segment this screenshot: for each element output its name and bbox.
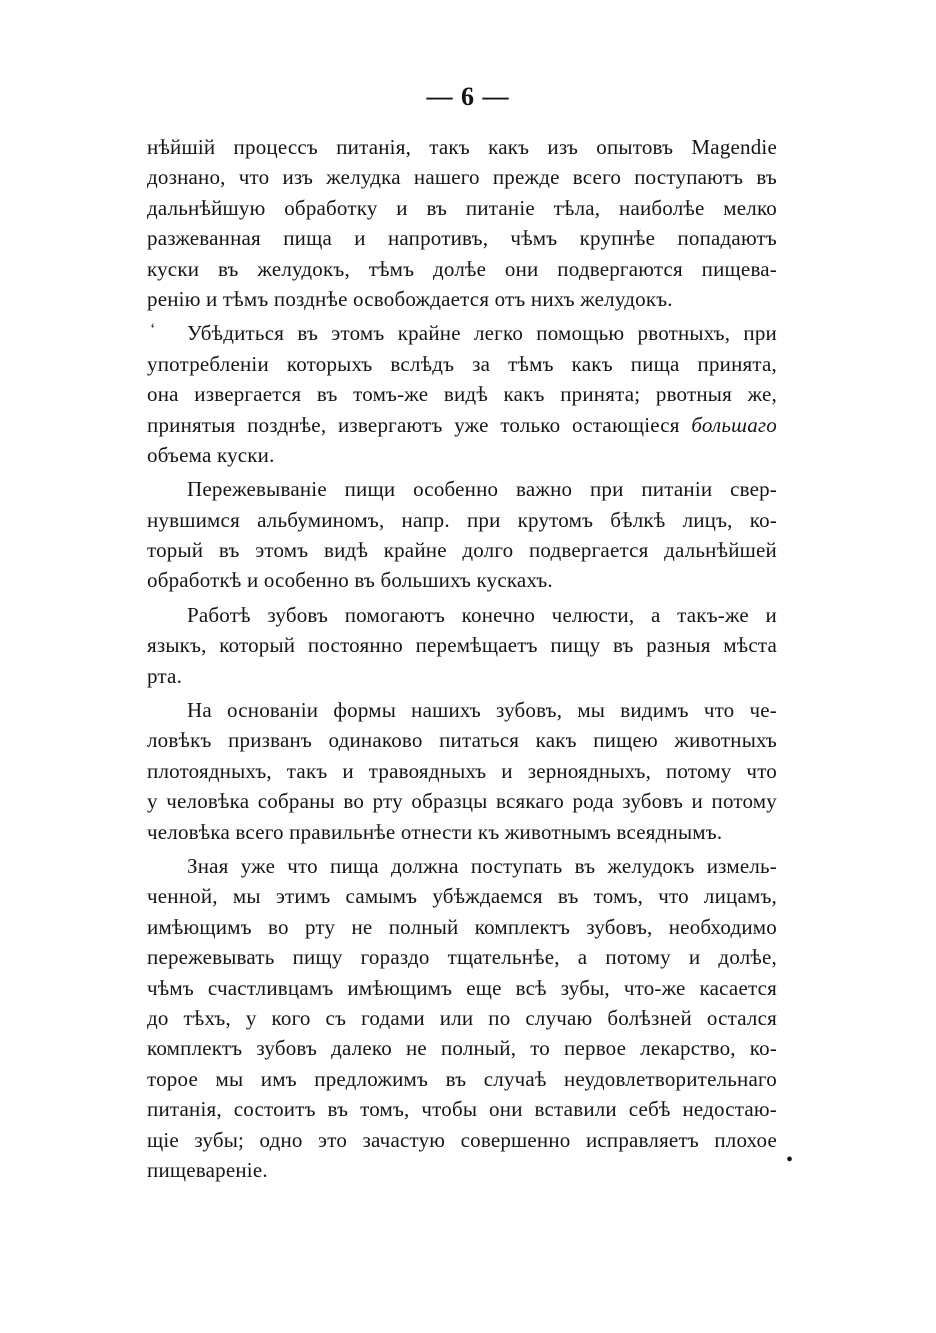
text-line: человѣка всего правильнѣе отнести къ животнымъ всеяднымъ. [147, 819, 723, 844]
text-line: рта. [147, 663, 183, 688]
page-number: — 6 — [426, 82, 510, 111]
text-line: пищевареніе. [147, 1157, 268, 1182]
text-line: у человѣка собраны во рту образцы всякаго рода зубовъ и потому [147, 789, 777, 814]
text-line: дальнѣйшую обработку и въ питаніе тѣла, наиболѣе мелко [147, 195, 777, 220]
text-line: куски въ желудокъ, тѣмъ долѣе они подвергаются пищева- [147, 256, 777, 281]
text-line: питанія, состоитъ въ томъ, чтобы они вставили себѣ недостаю- [147, 1097, 777, 1122]
paragraph-4 [147, 600, 777, 691]
paragraph-6 [147, 851, 777, 1185]
stray-mark-right: • [786, 1149, 794, 1171]
text-line [147, 410, 777, 440]
paragraph-2 [147, 318, 777, 470]
text-line: Пережевываніе пищи особенно важно при питаніи свер- [187, 477, 777, 502]
paragraph-1 [147, 132, 777, 314]
text-line: имѣющимъ во рту не полный комплектъ зубовъ, необходимо [147, 914, 777, 939]
text-line: объема куски. [147, 442, 275, 467]
italic-word: большаго [691, 412, 778, 437]
text-line: комплектъ зубовъ далеко не полный, то первое лекарство, ко- [147, 1036, 777, 1061]
text-line: она извергается въ томъ-же видѣ какъ принята; рвотныя же, [147, 382, 777, 407]
paragraph-3 [147, 474, 777, 596]
text-line: ренію и тѣмъ позднѣе освобождается отъ нихъ желудокъ. [147, 286, 673, 311]
text-line: пережевывать пищу гораздо тщательнѣе, а потому и долѣе, [147, 945, 777, 970]
text-line: дознано, что изъ желудка нашего прежде всего поступаютъ въ [147, 165, 777, 190]
text-line: торое мы имъ предложимъ въ случаѣ неудовлетворительнаго [147, 1066, 777, 1091]
text-line: Зная уже что пища должна поступать въ желудокъ измель- [187, 853, 777, 878]
text-line: употребленіи которыхъ вслѣдъ за тѣмъ какъ пища принята, [147, 351, 777, 376]
paragraph-5 [147, 695, 777, 847]
text-line: нувшимся альбуминомъ, напр. при крутомъ бѣлкѣ лицъ, ко- [147, 507, 777, 532]
text-line: Работѣ зубовъ помогаютъ конечно челюсти, а такъ-же и [187, 602, 777, 627]
text-line: торый въ этомъ видѣ крайне долго подвергается дальнѣйшей [147, 538, 777, 563]
stray-mark-left: ‘ [150, 321, 156, 338]
text-line: нѣйшій процессъ питанія, такъ какъ изъ опытовъ Magendie [147, 135, 777, 159]
text-line: обработкѣ и особенно въ большихъ кускахъ. [147, 568, 553, 593]
text-segment: принятыя позднѣе, извергаютъ уже только остающіеся [147, 412, 680, 437]
text-line: ловѣкъ призванъ одинаково питаться какъ пищею животныхъ [147, 728, 777, 753]
text-line: На основаніи формы нашихъ зубовъ, мы видимъ что че- [187, 698, 777, 723]
text-line: до тѣхъ, у кого съ годами или по случаю болѣзней остался [147, 1005, 777, 1030]
text-line: плотоядныхъ, такъ и травоядныхъ и зерноядныхъ, потому что [147, 758, 777, 783]
text-line: языкъ, который постоянно перемѣщаетъ пищу въ разныя мѣста [147, 633, 777, 658]
body-text [147, 132, 777, 1185]
text-line: ченной, мы этимъ самымъ убѣждаемся въ томъ, что лицамъ, [147, 884, 777, 909]
text-line: разжеванная пища и напротивъ, чѣмъ крупнѣе попадаютъ [147, 226, 777, 251]
text-line: Убѣдиться въ этомъ крайне легко помощью рвотныхъ, при [187, 321, 777, 346]
text-line: щіе зубы; одно это зачастую совершенно исправляетъ плохое [147, 1127, 777, 1152]
text-line: чѣмъ счастливцамъ имѣющимъ еще всѣ зубы, что-же касается [147, 975, 777, 1000]
